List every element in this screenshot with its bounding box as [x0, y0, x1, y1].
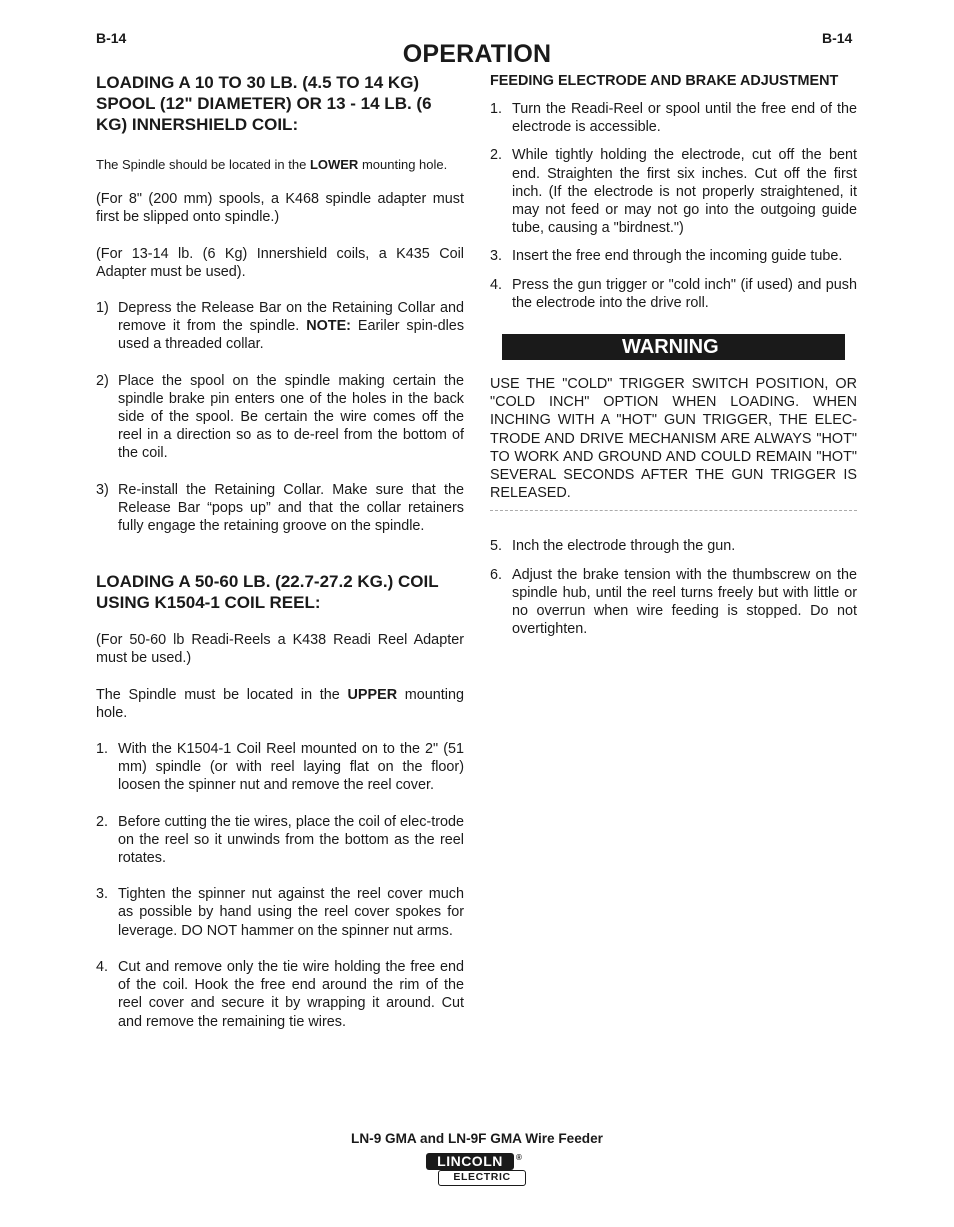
right-column [490, 72, 857, 638]
step-number: 1. [490, 101, 503, 117]
list-item [490, 100, 857, 136]
list-item [96, 372, 464, 463]
lincoln-electric-logo [426, 1153, 528, 1189]
spindle-lower-note [96, 156, 464, 174]
step-text: Cut and remove only the tie wire holding the free end of the coil. Hook the free end around the rim of the reel cover and secure it by wrapping it around. Cut and remove the remaining tie wires. [118, 958, 464, 1030]
spool-steps-list [96, 299, 464, 535]
step-text: Inch the electrode through the gun. [512, 538, 736, 555]
step-number: 1) [96, 300, 109, 317]
section-heading-feeding: FEEDING ELECTRODE AND BRAKE ADJUSTMENT [490, 73, 839, 89]
list-item [490, 537, 857, 555]
warning-text: USE THE "COLD" TRIGGER SWITCH POSITION, OR "COLD INCH" OPTION WHEN LOADING. WHEN INCHING WITH A "HOT" GUN TRIGGER, THE ELEC-TRODE AND DRIVE MECHANISM ARE ALWAYS "HOT" TO WORK AND GROUND AND COULD REMAIN "HOT" SEVERAL SECONDS AFTER THE GUN TRIGGER IS RELEASED. [490, 376, 857, 502]
warning-divider [490, 510, 857, 511]
warning-banner: WARNING [502, 334, 845, 360]
step-number: 4. [490, 276, 503, 293]
section-heading-spool: LOADING A 10 TO 30 LB. (4.5 TO 14 KG) SPOOL (12" DIAMETER) OR 13 - 14 LB. (6 KG) INNERSHIELD COIL: [96, 73, 432, 134]
feeding-steps-list [490, 100, 857, 312]
step-text: Adjust the brake tension with the thumbscrew on the spindle hub, until the reel turns freely but with little or no overrun when wire feeding is stopped. Do not overtighten. [512, 566, 857, 638]
list-item [490, 566, 857, 639]
spindle-lower-text-end: mounting hole. [358, 157, 448, 172]
spindle-upper-text-end: mounting hole. [96, 686, 464, 721]
spindle-upper-text: The Spindle must be located in the [96, 686, 348, 703]
step-text: Insert the free end through the incoming guide tube. [512, 248, 843, 265]
step-number: 2) [96, 372, 109, 389]
step-text: Press the gun trigger or "cold inch" (if used) and push the electrode into the drive roll. [512, 276, 857, 311]
page-title: OPERATION [402, 40, 552, 68]
step-text: With the K1504-1 Coil Reel mounted on to the 2" (51 mm) spindle (or with reel laying flat on the floor) loosen the spinner nut and remove the reel cover. [118, 741, 464, 794]
list-item [96, 885, 464, 940]
list-item [96, 740, 464, 795]
para-8in-adapter: (For 8" (200 mm) spools, a K468 spindle adapter must first be slipped onto spindle.) [96, 191, 464, 226]
step-text: Place the spool on the spindle making certain the spindle brake pin enters one of the holes in the back side of the spool. Be certain the wire comes off the reel in a direction so as to de-reel from the bottom of the coil. [118, 372, 464, 462]
logo-registered-mark: ® [516, 1153, 522, 1162]
step-number: 5. [490, 538, 503, 555]
step-number: 4. [96, 958, 109, 975]
inching-steps-list [490, 537, 857, 638]
list-item [96, 813, 464, 868]
spindle-lower-bold: LOWER [309, 157, 359, 172]
step-number: 3. [96, 886, 109, 903]
step-number: 6. [490, 566, 503, 583]
step-number: 2. [490, 147, 503, 164]
step-number: 2. [96, 813, 109, 830]
step-text: While tightly holding the electrode, cut off the bent end. Straighten the first six inches. Cut off the first inch. (If the electrode is not properly straightened, it may not feed or may not go into the outgoing guide tube, causing a "birdnest.") [512, 147, 857, 237]
step-text: Turn the Readi-Reel or spool until the free end of the electrode is accessible. [512, 101, 857, 136]
left-column [96, 72, 464, 1031]
step-text: Re-install the Retaining Collar. Make sure that the Release Bar “pops up” and that the collar retainers fully engage the retaining groove on the spindle. [118, 481, 464, 535]
logo-lincoln-text: LINCOLN [426, 1153, 514, 1170]
para-5060-adapter: (For 50-60 lb Readi-Reels a K438 Readi Reel Adapter must be used.) [96, 632, 464, 667]
list-item [490, 276, 857, 312]
spindle-lower-text: The Spindle should be located in the [96, 157, 310, 172]
step-text-end: Eariler spin-dles used a threaded collar. [118, 318, 465, 353]
footer-product-title: LN-9 GMA and LN-9F GMA Wire Feeder [351, 1131, 603, 1146]
step-number: 3) [96, 481, 109, 498]
page-number-right: B-14 [822, 30, 853, 46]
spindle-upper-note [96, 686, 464, 722]
list-item [96, 958, 464, 1031]
section-heading-coil: LOADING A 50-60 LB. (22.7-27.2 KG.) COIL USING K1504-1 COIL REEL: [96, 572, 439, 613]
step-text: Depress the Release Bar on the Retaining Collar and remove it from the spindle. [118, 300, 464, 335]
list-item [490, 247, 857, 265]
step-text: Before cutting the tie wires, place the coil of elec-trode on the reel so it unwinds from the bottom as the reel rotates. [118, 813, 464, 867]
page-number-left: B-14 [96, 30, 127, 46]
list-item [96, 481, 464, 536]
para-1314-adapter: (For 13-14 lb. (6 Kg) Innershield coils, a K435 Coil Adapter must be used). [96, 245, 464, 280]
list-item [96, 299, 464, 354]
step-text: Tighten the spinner nut against the reel cover much as possible by hand using the reel cover spokes for leverage. DO NOT hammer on the spinner nut arms. [118, 886, 464, 939]
spindle-upper-bold: UPPER [347, 686, 398, 703]
step-number: 3. [490, 248, 503, 265]
list-item [490, 146, 857, 237]
coil-steps-list [96, 740, 464, 1031]
step-number: 1. [96, 741, 109, 758]
step-note-label: NOTE: [306, 318, 351, 335]
logo-electric-text: ELECTRIC [438, 1170, 526, 1186]
